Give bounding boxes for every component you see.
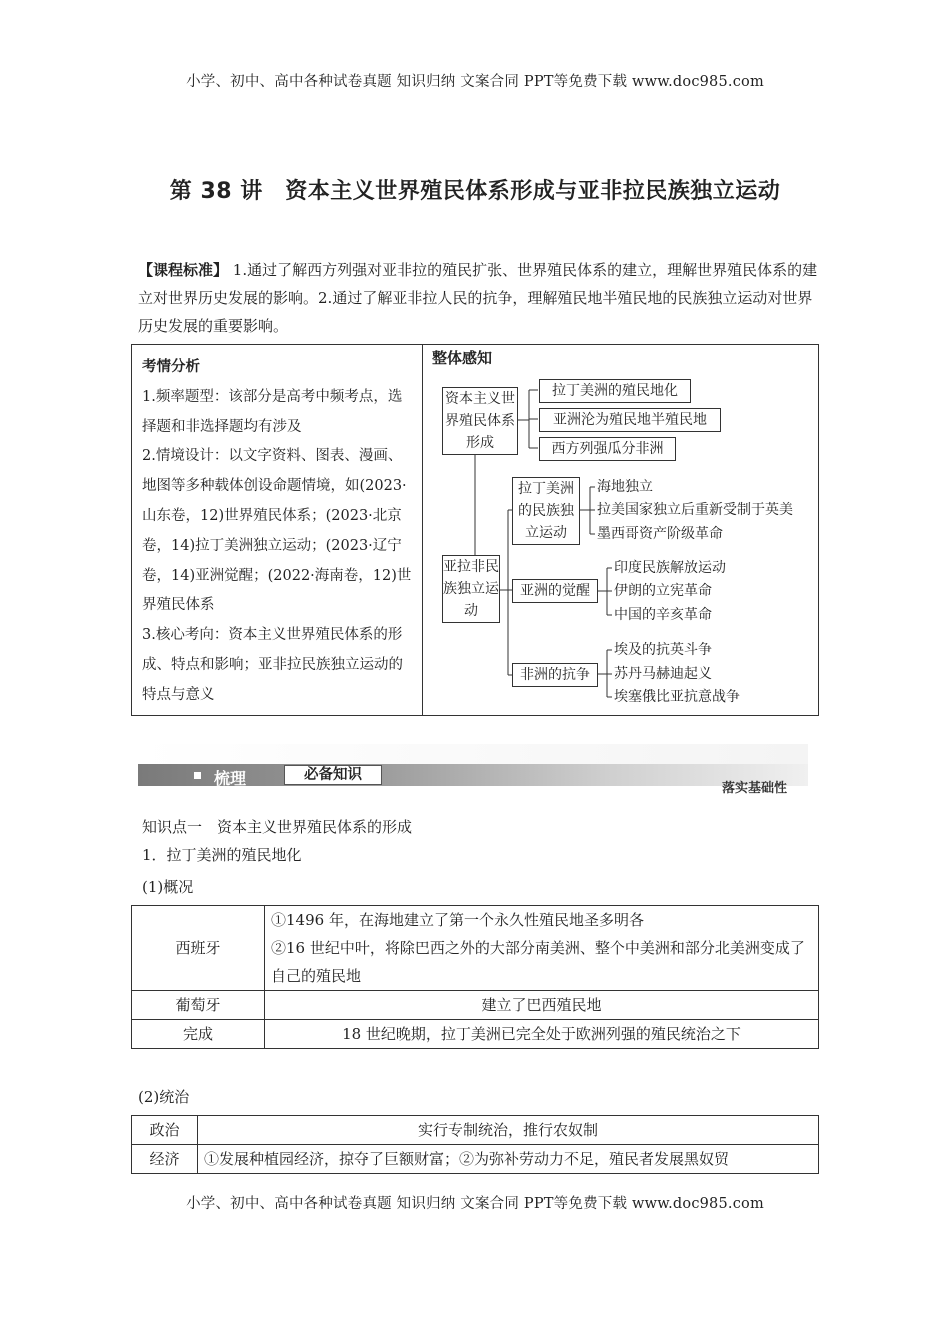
table-cell-line: ①1496 年，在海地建立了第一个永久性殖民地圣多明各 <box>271 911 644 929</box>
table-row <box>132 906 819 991</box>
table-cell-label: 经济 <box>132 1145 198 1174</box>
mindmap-leaf: 印度民族解放运动 <box>614 560 726 576</box>
course-standard <box>138 256 818 340</box>
analysis-line: 3.核心考向：资本主义世界殖民体系的形成、特点和影响；亚非拉民族独立运动的特点与意义 <box>142 627 403 703</box>
mindmap-node: 亚洲沦为殖民地半殖民地 <box>539 408 721 432</box>
subsection-heading: (1)概况 <box>142 878 194 896</box>
mindmap-leaf: 墨西哥资产阶级革命 <box>597 526 723 542</box>
table-row <box>132 1020 819 1049</box>
analysis-heading: 考情分析 <box>142 359 200 375</box>
table-cell <box>265 906 819 991</box>
mindmap-root-independence: 亚拉非民族独立运动 <box>442 555 500 623</box>
table-cell: 18 世纪晚期，拉丁美洲已完全处于欧洲列强的殖民统治之下 <box>265 1020 819 1049</box>
analysis-line: 2.情境设计：以文字资料、图表、漫画、地图等多种载体创设命题情境，如(2023·山东卷，12)世界殖民体系；(2023·北京卷，14)拉丁美洲独立运动；(2023·辽宁卷，14)亚洲觉醒；(2022·海南卷，12)世界殖民体系 <box>142 448 412 614</box>
banner-middle-label: 必备知识 <box>284 765 382 785</box>
mindmap-branch: 亚洲的觉醒 <box>512 579 598 603</box>
table-row <box>132 1145 819 1174</box>
mindmap-leaf: 拉美国家独立后重新受制于英美 <box>597 502 793 518</box>
subsection-heading: (2)统治 <box>138 1088 190 1106</box>
banner-right-label: 落实基础性 <box>722 781 788 796</box>
table-row <box>132 1116 819 1145</box>
mindmap-leaf: 苏丹马赫迪起义 <box>614 666 712 682</box>
mindmap-leaf: 埃及的抗英斗争 <box>614 642 712 658</box>
standard-text: 1.通过了解西方列强对亚非拉的殖民扩张、世界殖民体系的建立，理解世界殖民体系的建立对世界历史发展的影响。2.通过了解亚非拉人民的抗争，理解殖民地半殖民地的民族独立运动对世界历史发展的重要影响。 <box>138 261 818 335</box>
mindmap-leaf: 伊朗的立宪革命 <box>614 583 712 599</box>
overview-facts-table <box>131 905 819 1049</box>
table-cell: 建立了巴西殖民地 <box>265 991 819 1020</box>
mindmap-heading: 整体感知 <box>432 349 493 367</box>
overview-table <box>131 344 819 716</box>
page-footer: 小学、初中、高中各种试卷真题 知识归纳 文案合同 PPT等免费下载 www.doc985.com <box>186 1196 764 1212</box>
table-cell-label: 西班牙 <box>132 906 265 991</box>
page-header: 小学、初中、高中各种试卷真题 知识归纳 文案合同 PPT等免费下载 www.doc985.com <box>186 74 764 90</box>
table-cell: ①发展种植园经济，掠夺了巨额财富；②为弥补劳动力不足，殖民者发展黑奴贸 <box>198 1145 819 1174</box>
table-row <box>132 991 819 1020</box>
mindmap-node: 西方列强瓜分非洲 <box>539 437 676 461</box>
mindmap-leaf: 海地独立 <box>597 479 653 495</box>
section-banner <box>138 744 808 804</box>
knowledge-point-heading: 知识点一 资本主义世界殖民体系的形成 <box>142 818 413 836</box>
table-cell-label: 葡萄牙 <box>132 991 265 1020</box>
subsection-heading: 1．拉丁美洲的殖民地化 <box>142 846 302 864</box>
page-title: 第 38 讲 资本主义世界殖民体系形成与亚非拉民族独立运动 <box>169 179 781 204</box>
table-cell-label: 完成 <box>132 1020 265 1049</box>
analysis-line: 1.频率题型：该部分是高考中频考点，选择题和非选择题均有涉及 <box>142 388 403 435</box>
rule-facts-table <box>131 1115 819 1174</box>
mindmap-leaf: 埃塞俄比亚抗意战争 <box>614 689 740 705</box>
mindmap-leaf: 中国的辛亥革命 <box>614 607 712 623</box>
table-cell: 实行专制统治，推行农奴制 <box>198 1116 819 1145</box>
mindmap-node: 拉丁美洲的殖民地化 <box>539 379 691 403</box>
table-cell-label: 政治 <box>132 1116 198 1145</box>
standard-tag: 【课程标准】 <box>138 261 229 279</box>
mindmap-root-colonial-system: 资本主义世界殖民体系形成 <box>442 387 518 455</box>
table-cell-line: ②16 世纪中叶，将除巴西之外的大部分南美洲、整个中美洲和部分北美洲变成了自己的殖民地 <box>271 939 805 985</box>
square-icon <box>194 772 201 779</box>
mindmap-branch: 拉丁美洲的民族独立运动 <box>512 477 580 545</box>
mindmap-branch: 非洲的抗争 <box>512 663 598 687</box>
banner-left-label: 梳理 <box>214 769 247 788</box>
